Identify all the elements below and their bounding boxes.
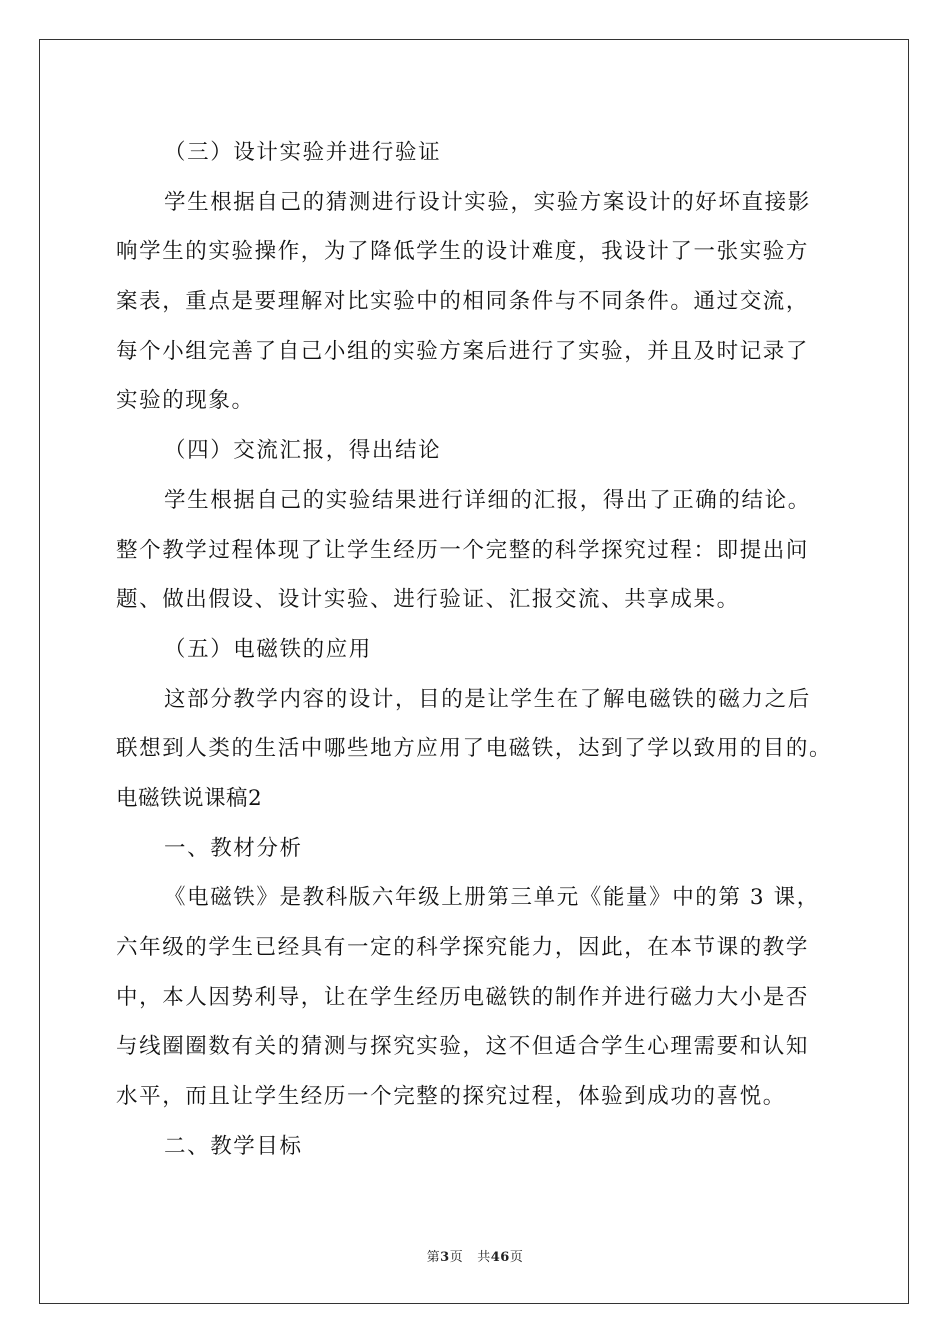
paragraph-line: 学生根据自己的实验结果进行详细的汇报，得出了正确的结论。 — [164, 487, 811, 513]
paragraph-line: 案表，重点是要理解对比实验中的相同条件与不同条件。通过交流， — [116, 289, 810, 315]
page-footer — [0, 1246, 950, 1265]
paragraph-line: 学生根据自己的猜测进行设计实验，实验方案设计的好坏直接影 — [164, 189, 811, 215]
section-heading-4: （四）交流汇报，得出结论 — [164, 438, 442, 464]
footer-page-number: 3 — [440, 1250, 450, 1265]
section-heading-3: （三）设计实验并进行验证 — [164, 140, 442, 165]
document-body — [116, 128, 836, 1171]
paragraph-line: 响学生的实验操作，为了降低学生的设计难度，我设计了一张实验方 — [116, 239, 810, 265]
paragraph-line: 题、做出假设、设计实验、进行验证、汇报交流、共享成果。 — [116, 587, 740, 613]
document-title-2: 电磁铁说课稿2 — [116, 785, 263, 811]
footer-page-prefix: 第 — [426, 1250, 441, 1265]
paragraph-line: 《电磁铁》是教科版六年级上册第三单元《能量》中的第 3 课， — [164, 885, 820, 911]
paragraph-line: 六年级的学生已经具有一定的科学探究能力，因此，在本节课的教学 — [116, 935, 810, 960]
paragraph-line: 水平，而且让学生经历一个完整的探究过程，体验到成功的喜悦。 — [116, 1084, 786, 1110]
footer-page-suffix: 页 — [449, 1250, 464, 1265]
paragraph-line: 中，本人因势利导，让在学生经历电磁铁的制作并进行磁力大小是否 — [116, 984, 810, 1010]
section-heading-1: 一、教材分析 — [164, 835, 303, 861]
section-heading-5: （五）电磁铁的应用 — [164, 636, 372, 662]
paragraph-line: 联想到人类的生活中哪些地方应用了电磁铁，达到了学以致用的目的。 — [116, 736, 833, 762]
paragraph-line: 整个教学过程体现了让学生经历一个完整的科学探究过程：即提出问 — [116, 537, 810, 563]
footer-total-prefix: 共 — [477, 1250, 491, 1265]
paragraph-line: 每个小组完善了自己小组的实验方案后进行了实验，并且及时记录了 — [116, 338, 810, 364]
footer-total-pages: 46 — [490, 1250, 510, 1265]
paragraph-line: 实验的现象。 — [116, 388, 255, 414]
footer-total-suffix: 页 — [509, 1250, 524, 1265]
paragraph-line: 这部分教学内容的设计，目的是让学生在了解电磁铁的磁力之后 — [164, 686, 811, 712]
section-heading-2: 二、教学目标 — [164, 1133, 303, 1159]
paragraph-line: 与线圈圈数有关的猜测与探究实验，这不但适合学生心理需要和认知 — [116, 1034, 810, 1060]
